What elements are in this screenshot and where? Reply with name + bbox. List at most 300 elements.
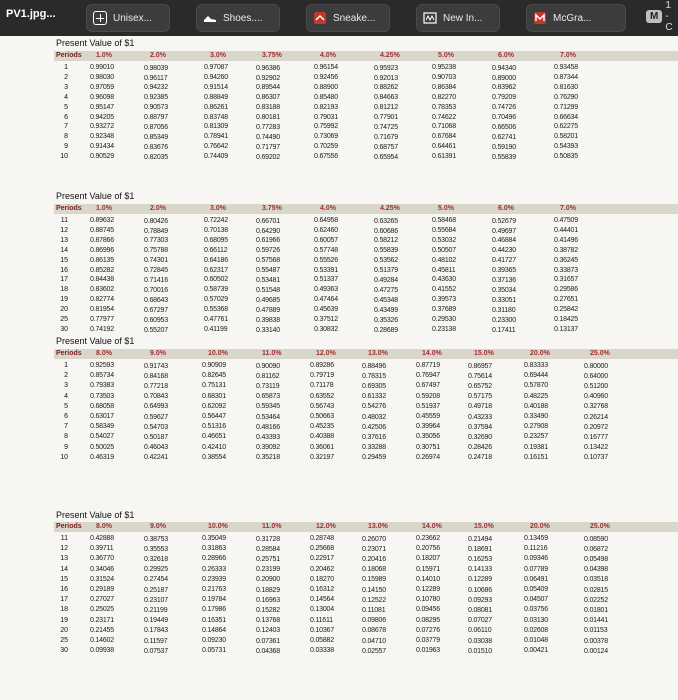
pv-value-cell: 0.47509 — [554, 217, 578, 224]
pv-value-cell: 0.15971 — [416, 565, 440, 573]
pv-value-cell: 0.60057 — [314, 236, 338, 244]
pv-value-cell: 0.14010 — [416, 575, 440, 583]
rate-header: 11.0% — [262, 523, 282, 530]
pv-value-cell: 0.54703 — [144, 423, 168, 431]
pv-value-cell: 0.60502 — [204, 276, 228, 284]
pv-value-cell: 0.05498 — [584, 556, 608, 563]
period-number: 3 — [64, 382, 68, 390]
pv-value-cell: 0.95238 — [432, 64, 456, 71]
pv-value-cell: 0.26333 — [202, 565, 226, 573]
pv-value-cell: 0.16963 — [256, 596, 280, 604]
pv-value-cell: 0.83676 — [144, 143, 168, 151]
period-number: 10 — [60, 153, 68, 161]
pv-value-cell: 0.13422 — [584, 444, 608, 452]
pv-value-cell: 0.23138 — [432, 325, 456, 333]
pv-value-cell: 0.88797 — [144, 114, 168, 122]
rate-header: 12.0% — [316, 350, 336, 357]
pv-value-cell: 0.89286 — [310, 362, 334, 369]
period-number: 1 — [64, 362, 68, 369]
pv-value-cell: 0.03038 — [468, 637, 492, 645]
pv-value-cell: 0.91434 — [90, 143, 114, 151]
pv-value-cell: 0.75992 — [314, 123, 338, 131]
pv-value-cell: 0.50025 — [90, 443, 114, 451]
pv-value-cell: 0.15989 — [362, 576, 386, 584]
pv-value-cell: 0.64461 — [432, 143, 456, 151]
pv-value-cell: 0.15282 — [256, 607, 280, 614]
plus-square-icon — [93, 11, 107, 25]
pv-value-cell: 0.65873 — [256, 393, 280, 401]
pv-value-cell: 0.23199 — [256, 566, 280, 574]
pv-value-cell: 0.55684 — [432, 226, 456, 234]
pv-value-cell: 0.03518 — [584, 576, 608, 584]
pv-value-cell: 0.51337 — [314, 276, 338, 284]
rate-header: 14.0% — [422, 350, 442, 357]
pv-value-cell: 0.13004 — [310, 606, 334, 614]
pv-value-cell: 0.53481 — [256, 277, 280, 284]
pv-value-cell: 0.35218 — [256, 454, 280, 462]
pv-value-cell: 0.68757 — [374, 143, 398, 151]
pv-value-cell: 0.20416 — [362, 556, 386, 563]
pv-value-cell: 0.31524 — [90, 575, 114, 583]
pv-value-cell: 0.45235 — [310, 423, 334, 431]
pv-value-cell: 0.45811 — [432, 266, 456, 274]
pv-value-cell: 0.49284 — [374, 277, 398, 284]
pv-value-cell: 0.72242 — [204, 217, 228, 224]
rate-header: 2.0% — [150, 205, 166, 212]
rate-header: 4.25% — [380, 205, 400, 212]
pv-value-cell: 0.94260 — [204, 73, 228, 81]
pv-value-cell: 0.62741 — [492, 133, 516, 141]
pv-value-cell: 0.17843 — [144, 627, 168, 635]
mcgraw-logo-icon — [533, 11, 547, 25]
pv-value-cell: 0.06491 — [524, 575, 548, 583]
pv-value-cell: 0.55207 — [144, 326, 168, 334]
pv-value-cell: 0.88745 — [90, 226, 114, 234]
pv-value-cell: 0.48166 — [256, 423, 280, 431]
pv-value-cell: 0.37689 — [432, 306, 456, 314]
pv-value-cell: 0.77283 — [256, 124, 280, 131]
pv-value-cell: 0.98039 — [144, 64, 168, 72]
rate-header: 8.0% — [96, 523, 112, 530]
tab-label: Unisex... — [113, 12, 152, 24]
pv-value-cell: 0.69444 — [524, 372, 548, 380]
pv-value-cell: 0.88262 — [374, 84, 398, 92]
period-number: 15 — [60, 575, 68, 583]
pv-value-cell: 0.86261 — [204, 103, 228, 111]
pv-value-cell: 0.86957 — [468, 362, 492, 370]
pv-value-cell: 0.44401 — [554, 226, 578, 234]
pv-value-cell: 0.41496 — [554, 236, 578, 244]
table-header-band — [54, 51, 678, 61]
pv-value-cell: 0.28584 — [256, 545, 280, 553]
pv-value-cell: 0.62460 — [314, 226, 338, 234]
rate-header: 6.0% — [498, 205, 514, 212]
pv-value-cell: 0.16351 — [202, 616, 226, 624]
tab-label: Shoes.... — [223, 12, 263, 24]
pv-value-cell: 0.20462 — [310, 565, 334, 573]
pv-value-cell: 0.41552 — [432, 286, 456, 294]
pv-value-cell: 0.25668 — [310, 545, 334, 553]
pv-value-cell: 0.32690 — [468, 434, 492, 441]
pv-value-cell: 0.02252 — [584, 596, 608, 604]
pv-value-cell: 0.09346 — [524, 555, 548, 563]
pv-value-cell: 0.88900 — [314, 83, 338, 91]
pv-value-cell: 0.67556 — [314, 153, 338, 161]
tab-shoes[interactable] — [196, 4, 280, 32]
pv-value-cell: 0.77977 — [90, 316, 114, 323]
pv-value-cell: 0.75614 — [468, 372, 492, 380]
pv-value-cell: 0.75788 — [144, 247, 168, 255]
pv-value-cell: 0.02557 — [362, 647, 386, 655]
pv-value-cell: 0.62092 — [202, 402, 226, 410]
pv-value-cell: 0.27908 — [524, 423, 548, 431]
pv-value-cell: 0.82645 — [202, 372, 226, 380]
pv-value-cell: 0.62275 — [554, 123, 578, 131]
pv-value-cell: 0.19784 — [202, 596, 226, 604]
pv-value-cell: 0.23171 — [90, 616, 114, 624]
pv-value-cell: 0.46884 — [492, 237, 516, 245]
pv-value-cell: 0.78353 — [432, 103, 456, 111]
table-header-band — [54, 204, 678, 214]
pv-value-cell: 0.87866 — [90, 236, 114, 244]
pv-value-cell: 0.79209 — [492, 94, 516, 102]
pv-value-cell: 0.46043 — [144, 444, 168, 452]
period-number: 2 — [64, 73, 68, 81]
period-number: 14 — [60, 246, 68, 254]
pv-value-cell: 0.01441 — [584, 617, 608, 625]
rate-header: 14.0% — [422, 523, 442, 530]
period-number: 12 — [60, 545, 68, 553]
pv-value-cell: 0.33873 — [554, 266, 578, 274]
pv-value-cell: 0.41727 — [492, 257, 516, 265]
pv-value-cell: 0.91514 — [204, 83, 228, 91]
pv-value-cell: 0.35553 — [144, 545, 168, 553]
pv-value-cell: 0.18270 — [310, 575, 334, 583]
pv-value-cell: 0.06110 — [468, 627, 492, 635]
pv-value-cell: 0.00378 — [584, 637, 608, 645]
pv-value-cell: 0.65954 — [374, 153, 398, 161]
rate-header: 9.0% — [150, 523, 166, 530]
pv-value-cell: 0.39092 — [256, 444, 280, 452]
pv-value-cell: 0.42506 — [362, 423, 386, 431]
pv-value-cell: 0.18207 — [416, 555, 440, 563]
pv-value-cell: 0.39838 — [256, 316, 280, 324]
pv-value-cell: 0.44230 — [492, 247, 516, 255]
pv-value-cell: 0.92385 — [144, 94, 168, 102]
pv-value-cell: 0.55487 — [256, 267, 280, 275]
pv-value-cell: 0.83602 — [90, 286, 114, 294]
rate-header: 7.0% — [560, 52, 576, 59]
pv-value-cell: 0.99010 — [90, 64, 114, 71]
pv-value-cell: 0.48225 — [524, 392, 548, 400]
pv-value-cell: 0.23257 — [524, 433, 548, 441]
pv-value-cell: 0.67497 — [416, 382, 440, 390]
pv-value-cell: 0.62317 — [204, 266, 228, 274]
pv-value-cell: 0.64993 — [144, 403, 168, 411]
pv-value-cell: 0.58739 — [204, 286, 228, 294]
tab-label: McGra... — [553, 12, 592, 24]
table-title: Present Value of $1 — [56, 191, 135, 201]
pv-value-cell: 0.29586 — [554, 286, 578, 294]
rate-header: 12.0% — [316, 523, 336, 530]
pv-value-cell: 0.25751 — [256, 556, 280, 563]
pv-value-cell: 0.71178 — [310, 382, 334, 390]
pv-value-cell: 0.00124 — [584, 647, 608, 655]
pv-value-cell: 0.35056 — [416, 433, 440, 441]
pv-value-cell: 0.57029 — [204, 296, 228, 304]
pv-value-cell: 0.45348 — [374, 296, 398, 304]
pv-value-cell: 0.73069 — [314, 133, 338, 141]
pv-value-cell: 0.75131 — [202, 382, 226, 390]
pv-value-cell: 0.78849 — [144, 227, 168, 235]
pv-value-cell: 0.29189 — [90, 586, 114, 593]
pv-value-cell: 0.76642 — [204, 143, 228, 151]
pv-value-cell: 0.49685 — [256, 296, 280, 304]
pv-value-cell: 0.97059 — [90, 83, 114, 91]
pv-value-cell: 0.70496 — [492, 114, 516, 122]
pv-value-cell: 0.74409 — [204, 153, 228, 161]
pv-value-cell: 0.39573 — [432, 296, 456, 304]
pv-value-cell: 0.13459 — [524, 535, 548, 542]
pv-value-cell: 0.68058 — [90, 402, 114, 410]
pv-value-cell: 0.09456 — [416, 606, 440, 614]
pv-value-cell: 0.63017 — [90, 413, 114, 420]
pv-value-cell: 0.94205 — [90, 113, 114, 121]
pv-value-cell: 0.58468 — [432, 217, 456, 224]
pv-value-cell: 0.04398 — [584, 566, 608, 574]
pv-value-cell: 0.57748 — [314, 246, 338, 254]
period-number: 13 — [60, 555, 68, 563]
period-number: 2 — [64, 372, 68, 380]
pv-value-cell: 0.42410 — [202, 443, 226, 451]
account-badge[interactable] — [642, 0, 678, 33]
pv-value-cell: 0.01801 — [584, 607, 608, 614]
window-title: PV1.jpg... — [6, 8, 56, 20]
pv-value-cell: 0.86384 — [432, 83, 456, 91]
pv-value-cell: 0.57568 — [256, 257, 280, 265]
pv-value-cell: 0.58349 — [90, 423, 114, 431]
rate-header: 1.0% — [96, 52, 112, 59]
pv-value-cell: 0.86996 — [90, 246, 114, 254]
pv-value-cell: 0.13768 — [256, 617, 280, 625]
pv-value-cell: 0.23662 — [416, 535, 440, 542]
pv-value-cell: 0.03338 — [310, 647, 334, 655]
pv-value-cell: 0.40960 — [584, 393, 608, 401]
rate-header: 7.0% — [560, 205, 576, 212]
pv-value-cell: 0.43630 — [432, 276, 456, 284]
pv-value-cell: 0.51379 — [374, 267, 398, 275]
tab-label: New In... — [443, 12, 483, 24]
pv-value-cell: 0.53032 — [432, 236, 456, 244]
pv-value-cell: 0.19381 — [524, 443, 548, 451]
pv-value-cell: 0.85480 — [314, 93, 338, 101]
period-number: 19 — [60, 616, 68, 624]
pv-value-cell: 0.53391 — [314, 266, 338, 274]
pv-value-cell: 0.94340 — [492, 64, 516, 72]
tab-label: Sneake... — [333, 12, 376, 24]
pv-value-cell: 0.64290 — [256, 227, 280, 235]
tab-unisex[interactable] — [86, 4, 170, 32]
tab-new-in[interactable] — [416, 4, 500, 32]
period-number: 11 — [60, 217, 68, 224]
pv-value-cell: 0.79383 — [90, 382, 114, 390]
pv-value-cell: 0.16151 — [524, 453, 548, 461]
pv-value-cell: 0.71797 — [256, 143, 280, 151]
pv-value-cell: 0.23939 — [202, 575, 226, 583]
rate-header: 4.25% — [380, 52, 400, 59]
pv-value-cell: 0.72845 — [144, 267, 168, 275]
pv-value-cell: 0.03130 — [524, 616, 548, 624]
rate-header: 3.75% — [262, 205, 282, 212]
pv-value-cell: 0.83333 — [524, 362, 548, 369]
pv-value-cell: 0.23107 — [144, 596, 168, 604]
pv-value-cell: 0.54027 — [90, 433, 114, 441]
pv-value-cell: 0.96098 — [90, 93, 114, 101]
pv-value-cell: 0.42888 — [90, 535, 114, 542]
rate-header: 20.0% — [530, 350, 550, 357]
pv-value-cell: 0.20972 — [584, 423, 608, 431]
period-number: 10 — [60, 453, 68, 461]
pv-value-cell: 0.49363 — [314, 286, 338, 294]
pv-value-cell: 0.08295 — [416, 616, 440, 624]
pv-value-cell: 0.55839 — [374, 247, 398, 255]
pv-value-cell: 0.68301 — [202, 392, 226, 400]
pv-value-cell: 0.85349 — [144, 133, 168, 141]
rate-header: 5.0% — [438, 52, 454, 59]
pv-value-cell: 0.05409 — [524, 586, 548, 593]
pv-value-cell: 0.33288 — [362, 444, 386, 452]
pv-value-cell: 0.46319 — [90, 453, 114, 461]
pv-value-cell: 0.59627 — [144, 413, 168, 421]
rate-header: 25.0% — [590, 350, 610, 357]
pv-value-cell: 0.06872 — [584, 545, 608, 553]
rate-header: 3.0% — [210, 52, 226, 59]
sneaker-logo-icon — [313, 11, 327, 25]
pv-value-cell: 0.47761 — [204, 316, 228, 323]
rate-header: 6.0% — [498, 52, 514, 59]
tab-sneakers[interactable] — [306, 4, 390, 32]
pv-value-cell: 0.86135 — [90, 256, 114, 264]
pv-value-cell: 0.64958 — [314, 217, 338, 224]
pv-value-cell: 0.27651 — [554, 296, 578, 304]
period-number: 25 — [60, 316, 68, 323]
pv-value-cell: 0.09293 — [468, 596, 492, 604]
period-number: 6 — [64, 113, 68, 121]
period-number: 30 — [60, 325, 68, 333]
pv-value-cell: 0.95923 — [374, 64, 398, 72]
pv-value-cell: 0.52679 — [492, 217, 516, 225]
pv-value-cell: 0.59726 — [256, 247, 280, 255]
rate-header: 1.0% — [96, 205, 112, 212]
period-number: 4 — [64, 392, 68, 400]
pv-value-cell: 0.70138 — [204, 226, 228, 234]
period-number: 18 — [60, 606, 68, 614]
pv-value-cell: 0.07361 — [256, 637, 280, 645]
pv-value-cell: 0.50835 — [554, 153, 578, 161]
pv-value-cell: 0.49718 — [468, 403, 492, 411]
pv-value-cell: 0.87344 — [554, 73, 578, 81]
pv-value-cell: 0.42241 — [144, 454, 168, 462]
period-number: 7 — [64, 423, 68, 431]
period-number: 5 — [64, 103, 68, 111]
pv-value-cell: 0.37616 — [362, 434, 386, 441]
pv-value-cell: 0.35049 — [202, 535, 226, 542]
pv-value-cell: 0.08590 — [584, 535, 608, 543]
pv-value-cell: 0.91743 — [144, 362, 168, 370]
pv-value-cell: 0.71068 — [432, 123, 456, 131]
pv-value-cell: 0.46651 — [202, 433, 226, 441]
pv-value-cell: 0.28748 — [310, 535, 334, 542]
pv-value-cell: 0.61391 — [432, 153, 456, 161]
pv-value-cell: 0.31863 — [202, 545, 226, 553]
pv-value-cell: 0.81954 — [90, 306, 114, 314]
pv-value-cell: 0.30751 — [416, 443, 440, 451]
browser-tabbar — [0, 0, 678, 36]
pv-value-cell: 0.79719 — [310, 372, 334, 380]
pv-value-cell: 0.39711 — [90, 545, 114, 553]
period-number: 13 — [60, 236, 68, 244]
pv-value-cell: 0.33051 — [492, 296, 516, 304]
table-title: Present Value of $1 — [56, 510, 135, 520]
pv-value-cell: 0.11611 — [310, 616, 333, 624]
pv-value-cell: 0.51200 — [584, 383, 608, 390]
period-number: 3 — [64, 83, 68, 91]
pv-value-cell: 0.74726 — [492, 104, 516, 112]
pv-value-cell: 0.63265 — [374, 217, 398, 225]
pv-value-cell: 0.47275 — [374, 286, 398, 294]
pv-value-cell: 0.86307 — [256, 94, 280, 102]
pv-value-cell: 0.33140 — [256, 326, 280, 334]
rate-header: 5.0% — [438, 205, 454, 212]
pv-value-cell: 0.07027 — [468, 617, 492, 625]
pv-value-cell: 0.82193 — [314, 103, 338, 111]
period-number: 20 — [60, 306, 68, 314]
pv-value-cell: 0.80181 — [256, 114, 280, 122]
pv-value-cell: 0.82035 — [144, 153, 168, 161]
pv-value-cell: 0.43499 — [374, 306, 398, 314]
pv-value-cell: 0.74192 — [90, 325, 114, 333]
period-number: 14 — [60, 565, 68, 573]
rate-header: 13.0% — [368, 523, 388, 530]
pv-value-cell: 0.14150 — [362, 586, 386, 594]
pv-value-cell: 0.16312 — [310, 586, 334, 593]
pv-value-cell: 0.39964 — [416, 423, 440, 431]
pv-value-cell: 0.29459 — [362, 454, 386, 462]
rate-header: 4.0% — [320, 205, 336, 212]
pv-value-cell: 0.39365 — [492, 267, 516, 275]
period-number: 17 — [60, 596, 68, 604]
pv-value-cell: 0.31180 — [492, 306, 516, 314]
pv-value-cell: 0.32768 — [584, 403, 608, 411]
pv-value-cell: 0.41199 — [204, 325, 228, 333]
pv-value-cell: 0.12522 — [362, 596, 386, 604]
pv-value-cell: 0.69305 — [362, 383, 386, 390]
pv-value-cell: 0.19449 — [144, 617, 168, 625]
tab-mcgraw[interactable] — [526, 4, 626, 32]
pv-value-cell: 0.32618 — [144, 556, 168, 563]
pv-value-cell: 0.29925 — [144, 566, 168, 574]
pv-value-cell: 0.70843 — [144, 393, 168, 401]
pv-value-cell: 0.90529 — [90, 153, 114, 161]
periods-label: Periods — [56, 205, 82, 212]
period-number: 8 — [64, 433, 68, 441]
rate-header: 8.0% — [96, 350, 112, 357]
pv-value-cell: 0.56447 — [202, 413, 226, 420]
period-number: 6 — [64, 413, 68, 420]
pv-value-cell: 0.14133 — [468, 566, 492, 574]
pv-value-cell: 0.03779 — [416, 637, 440, 644]
pv-value-cell: 0.40188 — [524, 402, 548, 410]
